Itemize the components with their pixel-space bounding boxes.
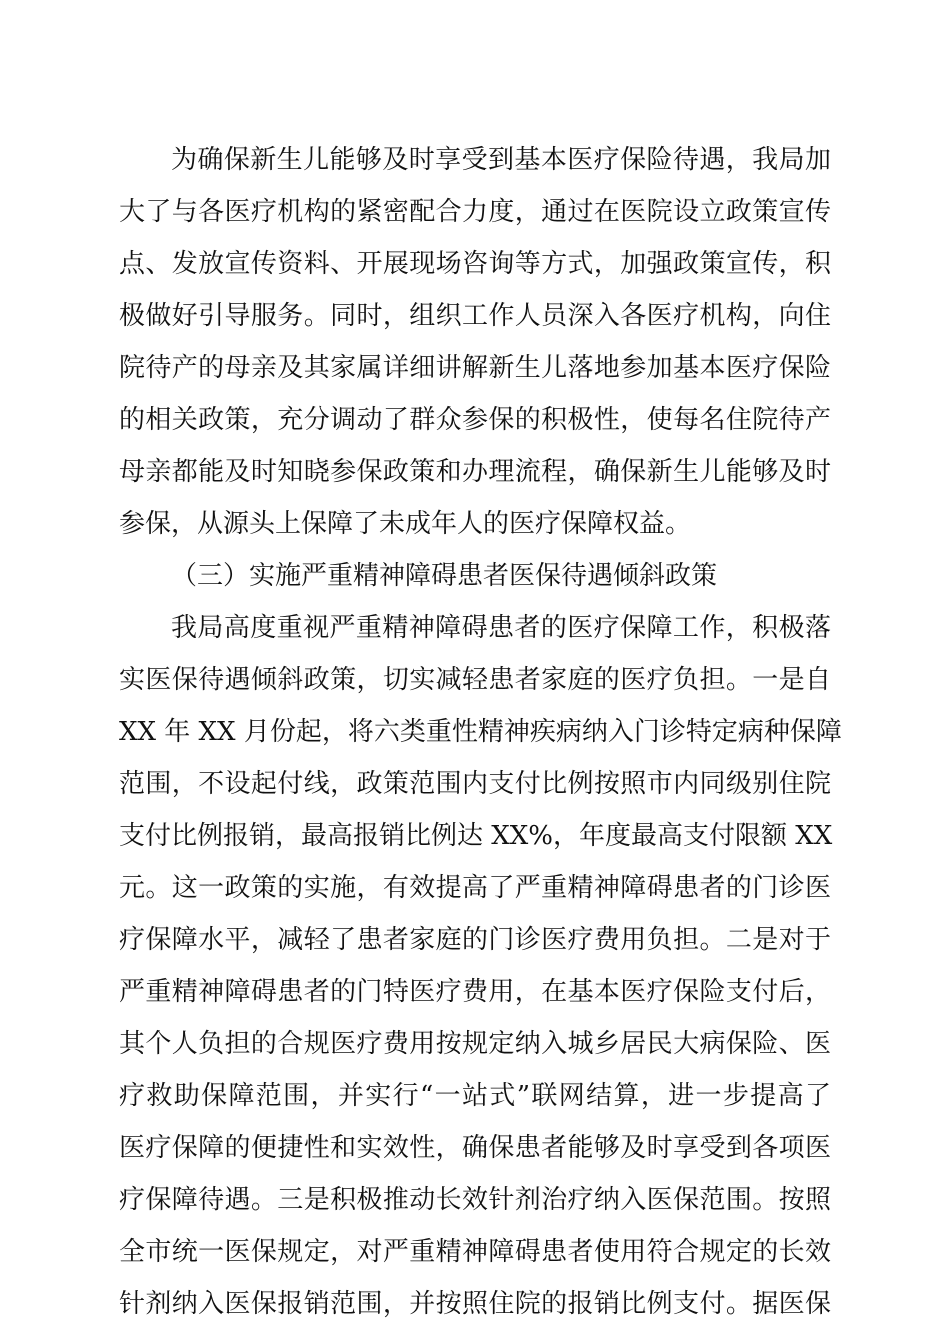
text-line: 严重精神障碍患者的门特医疗费用，在基本医疗保险支付后，	[119, 977, 831, 1007]
section-heading: （三）实施严重精神障碍患者医保待遇倾斜政策	[171, 561, 718, 591]
text-line: XX 年 XX 月份起，将六类重性精神疾病纳入门诊特定病种保障	[119, 717, 842, 747]
text-line: 极做好引导服务。同时，组织工作人员深入各医疗机构，向住	[119, 301, 831, 331]
paragraph-mental-disorder-policy	[119, 602, 842, 1330]
text-line: 为确保新生儿能够及时享受到基本医疗保险待遇，我局加	[171, 145, 831, 175]
text-line: 疗保障水平，减轻了患者家庭的门诊医疗费用负担。二是对于	[119, 925, 831, 955]
text-line: 参保，从源头上保障了未成年人的医疗保障权益。	[119, 509, 692, 539]
text-line: 其个人负担的合规医疗费用按规定纳入城乡居民大病保险、医	[119, 1029, 831, 1059]
text-line: 大了与各医疗机构的紧密配合力度，通过在医院设立政策宣传	[119, 197, 831, 227]
text-line: 疗保障待遇。三是积极推动长效针剂治疗纳入医保范围。按照	[119, 1185, 831, 1215]
text-line: 我局高度重视严重精神障碍患者的医疗保障工作，积极落	[171, 613, 831, 643]
text-line: 实医保待遇倾斜政策，切实减轻患者家庭的医疗负担。一是自	[119, 665, 831, 695]
text-line: 范围，不设起付线，政策范围内支付比例按照市内同级别住院	[119, 769, 831, 799]
text-line: 元。这一政策的实施，有效提高了严重精神障碍患者的门诊医	[119, 873, 831, 903]
text-line: 疗救助保障范围，并实行“一站式”联网结算，进一步提高了	[119, 1081, 831, 1111]
text-line: 点、发放宣传资料、开展现场咨询等方式，加强政策宣传，积	[119, 249, 831, 279]
text-line: 的相关政策，充分调动了群众参保的积极性，使每名住院待产	[119, 405, 831, 435]
text-line: 全市统一医保规定，对严重精神障碍患者使用符合规定的长效	[119, 1237, 831, 1267]
text-line: 针剂纳入医保报销范围，并按照住院的报销比例支付。据医保	[119, 1289, 831, 1319]
text-line: 院待产的母亲及其家属详细讲解新生儿落地参加基本医疗保险	[119, 353, 831, 383]
paragraph-newborn-insurance	[119, 134, 831, 550]
text-line: 医疗保障的便捷性和实效性，确保患者能够及时享受到各项医	[119, 1133, 831, 1163]
document-body	[119, 134, 842, 1330]
text-line: 母亲都能及时知晓参保政策和办理流程，确保新生儿能够及时	[119, 457, 831, 487]
text-line: 支付比例报销，最高报销比例达 XX%，年度最高支付限额 XX	[119, 821, 833, 851]
